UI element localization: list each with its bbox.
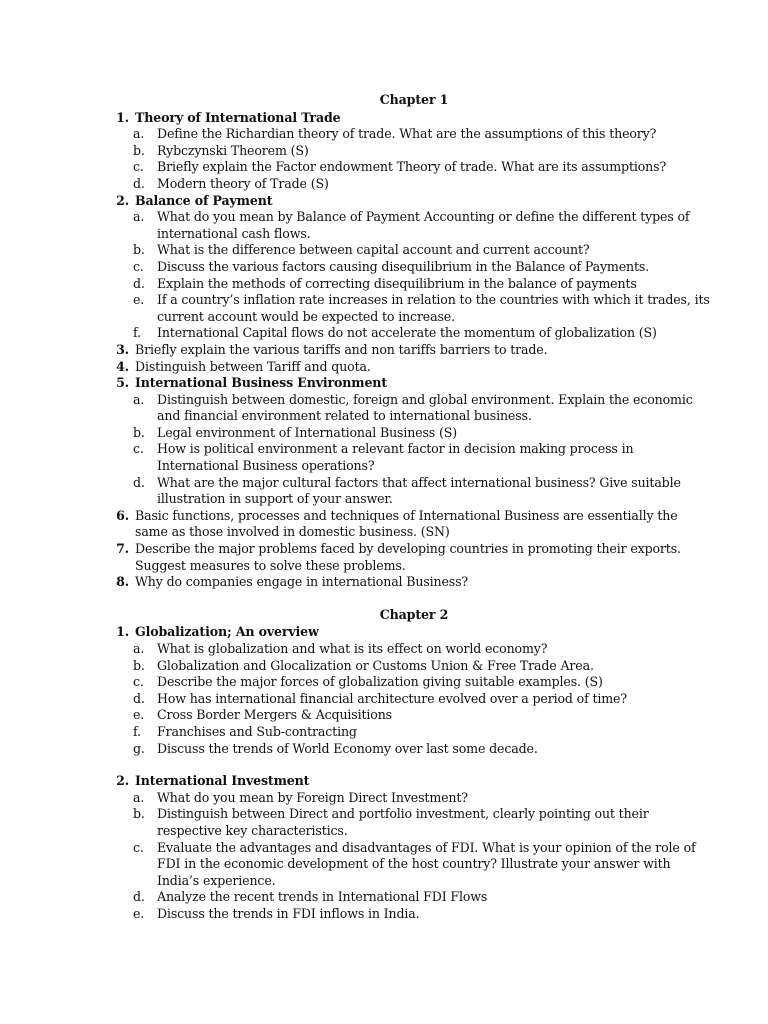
sub-question-text: Evaluate the advantages and disadvantages of FDI. What is your opinion of the role of FDI in the economic development of the host country? Illustrate your answer with India’s experience. bbox=[157, 839, 696, 888]
question-item bbox=[111, 773, 711, 790]
sub-question-letter: a. bbox=[133, 126, 145, 142]
sub-question-text: What are the major cultural factors that affect international business? Give suitable illustration in support of your answer. bbox=[157, 474, 681, 507]
sub-question bbox=[111, 325, 711, 342]
sub-question-letter: f. bbox=[133, 723, 141, 739]
question-number: 6. bbox=[116, 507, 129, 523]
sub-question-letter: g. bbox=[133, 740, 145, 756]
sub-question-letter: b. bbox=[133, 242, 145, 258]
sub-question-text: Distinguish between Direct and portfolio investment, clearly pointing out their respective key characteristics. bbox=[157, 806, 649, 838]
sub-question-letter: f. bbox=[133, 325, 141, 341]
sub-question-text: Distinguish between domestic, foreign and global environment. Explain the economic and financial environment related to international business. bbox=[157, 391, 693, 424]
sub-question bbox=[111, 242, 711, 259]
sub-question-letter: c. bbox=[133, 441, 144, 457]
sub-question-letter: c. bbox=[133, 258, 144, 274]
question-text: Briefly explain the various tariffs and non tariffs barriers to trade. bbox=[135, 341, 548, 357]
sub-question bbox=[111, 143, 711, 160]
sub-question bbox=[111, 641, 711, 658]
sub-question-letter: e. bbox=[133, 707, 145, 723]
sub-question bbox=[111, 889, 711, 906]
question-number: 7. bbox=[116, 541, 129, 557]
sub-question-letter: d. bbox=[133, 690, 145, 706]
sub-question bbox=[111, 392, 711, 425]
question-list bbox=[111, 624, 711, 922]
sub-question bbox=[111, 840, 711, 890]
sub-question-letter: e. bbox=[133, 292, 145, 308]
sub-question-letter: b. bbox=[133, 424, 145, 440]
sub-question-letter: c. bbox=[133, 159, 144, 175]
section-heading: International Business Environment bbox=[135, 375, 387, 391]
section-heading: Theory of International Trade bbox=[135, 109, 341, 125]
sub-question bbox=[111, 674, 711, 691]
sub-question-letter: a. bbox=[133, 391, 145, 407]
question-item bbox=[111, 574, 711, 591]
sub-question-letter: e. bbox=[133, 905, 145, 921]
chapter-title: Chapter 2 bbox=[379, 606, 449, 622]
question-number: 4. bbox=[116, 358, 129, 374]
question-number: 3. bbox=[116, 341, 129, 357]
sub-question-text: Discuss the trends in FDI inflows in India. bbox=[157, 905, 420, 921]
section-heading: International Investment bbox=[135, 773, 310, 789]
question-text: Basic functions, processes and techniques of International Business are essentially the same as those involved in domestic business. (SN) bbox=[135, 507, 678, 540]
question-item bbox=[111, 110, 711, 127]
sub-question-text: What do you mean by Balance of Payment Accounting or define the different types of international cash flows. bbox=[157, 209, 690, 241]
sub-question bbox=[111, 209, 711, 242]
question-item bbox=[111, 193, 711, 210]
sub-question bbox=[111, 691, 711, 708]
sub-question-letter: c. bbox=[133, 839, 144, 855]
question-number: 2. bbox=[116, 773, 129, 789]
question-item bbox=[111, 342, 711, 359]
sub-question-text: International Capital flows do not accelerate the momentum of globalization (S) bbox=[157, 325, 657, 341]
section-heading: Balance of Payment bbox=[135, 192, 273, 208]
question-item bbox=[111, 359, 711, 376]
sub-question-text: Modern theory of Trade (S) bbox=[157, 175, 329, 191]
sub-question-text: Define the Richardian theory of trade. What are the assumptions of this theory? bbox=[157, 126, 657, 142]
sub-question-text: Cross Border Mergers & Acquisitions bbox=[157, 707, 392, 723]
question-number: 1. bbox=[116, 109, 129, 125]
sub-question bbox=[111, 276, 711, 293]
question-text: Describe the major problems faced by developing countries in promoting their exports. Suggest measures to solve these problems. bbox=[135, 541, 681, 573]
sub-question-letter: d. bbox=[133, 889, 145, 905]
sub-question-text: Explain the methods of correcting disequilibrium in the balance of payments bbox=[157, 275, 637, 291]
sub-question-text: If a country’s inflation rate increases in relation to the countries with which it trades, its current account would be expected to increase. bbox=[157, 292, 710, 324]
question-text: Why do companies engage in international Business? bbox=[135, 574, 469, 590]
sub-question bbox=[111, 475, 711, 508]
sub-question-letter: c. bbox=[133, 674, 144, 690]
sub-question-text: Analyze the recent trends in International FDI Flows bbox=[157, 889, 488, 905]
sub-question bbox=[111, 159, 711, 176]
sub-question-letter: d. bbox=[133, 474, 145, 490]
sub-question bbox=[111, 790, 711, 807]
sub-question-letter: d. bbox=[133, 275, 145, 291]
sub-question-text: What do you mean by Foreign Direct Investment? bbox=[157, 789, 468, 805]
section-heading: Globalization; An overview bbox=[135, 624, 319, 640]
question-text: Distinguish between Tariff and quota. bbox=[135, 358, 371, 374]
sub-question bbox=[111, 259, 711, 276]
question-item bbox=[111, 624, 711, 641]
sub-question-text: Describe the major forces of globalization giving suitable examples. (S) bbox=[157, 674, 603, 690]
sub-question-text: Franchises and Sub-contracting bbox=[157, 723, 357, 739]
sub-question-letter: a. bbox=[133, 789, 145, 805]
sub-question bbox=[111, 292, 711, 325]
question-number: 8. bbox=[116, 574, 129, 590]
question-item bbox=[111, 375, 711, 392]
question-item bbox=[111, 541, 711, 574]
sub-question-letter: d. bbox=[133, 175, 145, 191]
sub-question bbox=[111, 658, 711, 675]
sub-question bbox=[111, 806, 711, 839]
question-number: 1. bbox=[116, 624, 129, 640]
sub-question-text: What is globalization and what is its effect on world economy? bbox=[157, 641, 548, 656]
document-body bbox=[111, 92, 711, 923]
sub-question-letter: a. bbox=[133, 641, 145, 656]
sub-question-letter: b. bbox=[133, 657, 145, 673]
sub-question-text: Rybczynski Theorem (S) bbox=[157, 142, 309, 158]
sub-question bbox=[111, 441, 711, 474]
sub-question bbox=[111, 741, 711, 758]
sub-question bbox=[111, 176, 711, 193]
sub-question-text: Globalization and Glocalization or Customs Union & Free Trade Area. bbox=[157, 657, 594, 673]
question-number: 5. bbox=[116, 375, 129, 391]
sub-question bbox=[111, 724, 711, 741]
sub-question bbox=[111, 126, 711, 143]
sub-question-letter: a. bbox=[133, 209, 145, 225]
sub-question-text: How is political environment a relevant factor in decision making process in International Business operations? bbox=[157, 441, 634, 474]
sub-question-letter: b. bbox=[133, 142, 145, 158]
sub-question bbox=[111, 906, 711, 923]
sub-question-text: Briefly explain the Factor endowment Theory of trade. What are its assumptions? bbox=[157, 159, 667, 175]
chapter-title: Chapter 1 bbox=[379, 92, 449, 107]
sub-question bbox=[111, 425, 711, 442]
sub-question-text: Discuss the various factors causing disequilibrium in the Balance of Payments. bbox=[157, 258, 650, 274]
sub-question-text: Legal environment of International Business (S) bbox=[157, 424, 457, 440]
sub-question-text: What is the difference between capital account and current account? bbox=[157, 242, 590, 258]
sub-question bbox=[111, 707, 711, 724]
sub-question-letter: b. bbox=[133, 806, 145, 822]
sub-question-text: Discuss the trends of World Economy over last some decade. bbox=[157, 740, 538, 756]
sub-question-text: How has international financial architecture evolved over a period of time? bbox=[157, 690, 627, 706]
question-number: 2. bbox=[116, 192, 129, 208]
question-item bbox=[111, 508, 711, 541]
question-list bbox=[111, 110, 711, 591]
